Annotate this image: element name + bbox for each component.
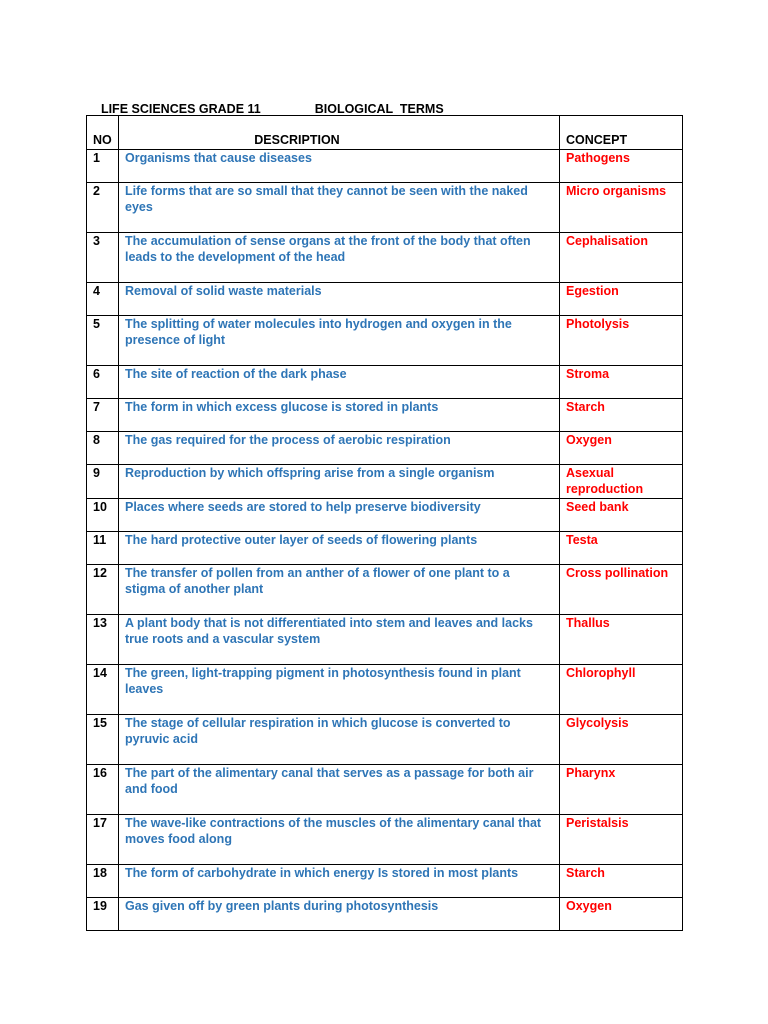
row-number: 2 bbox=[87, 182, 119, 232]
row-concept: Thallus bbox=[560, 614, 683, 664]
column-header-concept: CONCEPT bbox=[560, 116, 683, 150]
row-description: The stage of cellular respiration in which glucose is converted to pyruvic acid bbox=[119, 714, 560, 764]
row-description: Places where seeds are stored to help preserve biodiversity bbox=[119, 498, 560, 531]
row-number: 9 bbox=[87, 464, 119, 498]
row-number: 7 bbox=[87, 398, 119, 431]
table-body bbox=[87, 149, 683, 930]
table-row bbox=[87, 614, 683, 664]
row-concept: Chlorophyll bbox=[560, 664, 683, 714]
row-concept: Cephalisation bbox=[560, 232, 683, 282]
row-concept: Cross pollination bbox=[560, 564, 683, 614]
row-description: The hard protective outer layer of seeds of flowering plants bbox=[119, 531, 560, 564]
row-description: Gas given off by green plants during photosynthesis bbox=[119, 897, 560, 930]
table-row bbox=[87, 897, 683, 930]
table-row bbox=[87, 764, 683, 814]
row-number: 8 bbox=[87, 431, 119, 464]
table-row bbox=[87, 149, 683, 182]
table-row bbox=[87, 232, 683, 282]
row-number: 1 bbox=[87, 149, 119, 182]
row-description: Organisms that cause diseases bbox=[119, 149, 560, 182]
row-description: Life forms that are so small that they cannot be seen with the naked eyes bbox=[119, 182, 560, 232]
row-concept: Testa bbox=[560, 531, 683, 564]
row-concept: Glycolysis bbox=[560, 714, 683, 764]
table-row bbox=[87, 464, 683, 498]
table-row bbox=[87, 182, 683, 232]
row-number: 12 bbox=[87, 564, 119, 614]
row-number: 15 bbox=[87, 714, 119, 764]
table-header-row bbox=[87, 116, 683, 150]
row-concept: Seed bank bbox=[560, 498, 683, 531]
row-number: 4 bbox=[87, 282, 119, 315]
row-concept: Asexual reproduction bbox=[560, 464, 683, 498]
row-concept: Starch bbox=[560, 398, 683, 431]
table-row bbox=[87, 398, 683, 431]
document-header bbox=[94, 88, 444, 116]
table-row bbox=[87, 564, 683, 614]
row-description: The form in which excess glucose is stored in plants bbox=[119, 398, 560, 431]
row-description: The gas required for the process of aerobic respiration bbox=[119, 431, 560, 464]
row-concept: Oxygen bbox=[560, 431, 683, 464]
row-number: 5 bbox=[87, 315, 119, 365]
row-concept: Photolysis bbox=[560, 315, 683, 365]
row-description: The form of carbohydrate in which energy Is stored in most plants bbox=[119, 864, 560, 897]
column-header-no: NO bbox=[87, 116, 119, 150]
table-row bbox=[87, 315, 683, 365]
row-description: The green, light-trapping pigment in photosynthesis found in plant leaves bbox=[119, 664, 560, 714]
row-concept: Oxygen bbox=[560, 897, 683, 930]
row-concept: Stroma bbox=[560, 365, 683, 398]
column-header-description: DESCRIPTION bbox=[119, 116, 560, 150]
row-number: 17 bbox=[87, 814, 119, 864]
row-number: 13 bbox=[87, 614, 119, 664]
row-concept: Pharynx bbox=[560, 764, 683, 814]
subject-title: LIFE SCIENCES GRADE 11 bbox=[100, 102, 261, 116]
row-description: The splitting of water molecules into hydrogen and oxygen in the presence of light bbox=[119, 315, 560, 365]
row-number: 10 bbox=[87, 498, 119, 531]
row-number: 14 bbox=[87, 664, 119, 714]
row-number: 3 bbox=[87, 232, 119, 282]
table-row bbox=[87, 365, 683, 398]
table-row bbox=[87, 431, 683, 464]
terms-table bbox=[86, 115, 683, 931]
table-row bbox=[87, 498, 683, 531]
table-row bbox=[87, 714, 683, 764]
row-description: A plant body that is not differentiated into stem and leaves and lacks true roots and a vascular system bbox=[119, 614, 560, 664]
row-description: The part of the alimentary canal that serves as a passage for both air and food bbox=[119, 764, 560, 814]
table-row bbox=[87, 814, 683, 864]
row-number: 18 bbox=[87, 864, 119, 897]
row-description: The site of reaction of the dark phase bbox=[119, 365, 560, 398]
row-concept: Peristalsis bbox=[560, 814, 683, 864]
topic-title: BIOLOGICAL TERMS bbox=[314, 102, 444, 116]
row-number: 6 bbox=[87, 365, 119, 398]
row-number: 16 bbox=[87, 764, 119, 814]
row-concept: Micro organisms bbox=[560, 182, 683, 232]
row-description: Reproduction by which offspring arise from a single organism bbox=[119, 464, 560, 498]
table-row bbox=[87, 531, 683, 564]
row-concept: Starch bbox=[560, 864, 683, 897]
row-description: The wave-like contractions of the muscles of the alimentary canal that moves food along bbox=[119, 814, 560, 864]
row-description: Removal of solid waste materials bbox=[119, 282, 560, 315]
row-number: 19 bbox=[87, 897, 119, 930]
row-description: The transfer of pollen from an anther of a flower of one plant to a stigma of another plant bbox=[119, 564, 560, 614]
table-row bbox=[87, 282, 683, 315]
table-row bbox=[87, 664, 683, 714]
row-description: The accumulation of sense organs at the front of the body that often leads to the development of the head bbox=[119, 232, 560, 282]
row-number: 11 bbox=[87, 531, 119, 564]
row-concept: Pathogens bbox=[560, 149, 683, 182]
table-row bbox=[87, 864, 683, 897]
row-concept: Egestion bbox=[560, 282, 683, 315]
